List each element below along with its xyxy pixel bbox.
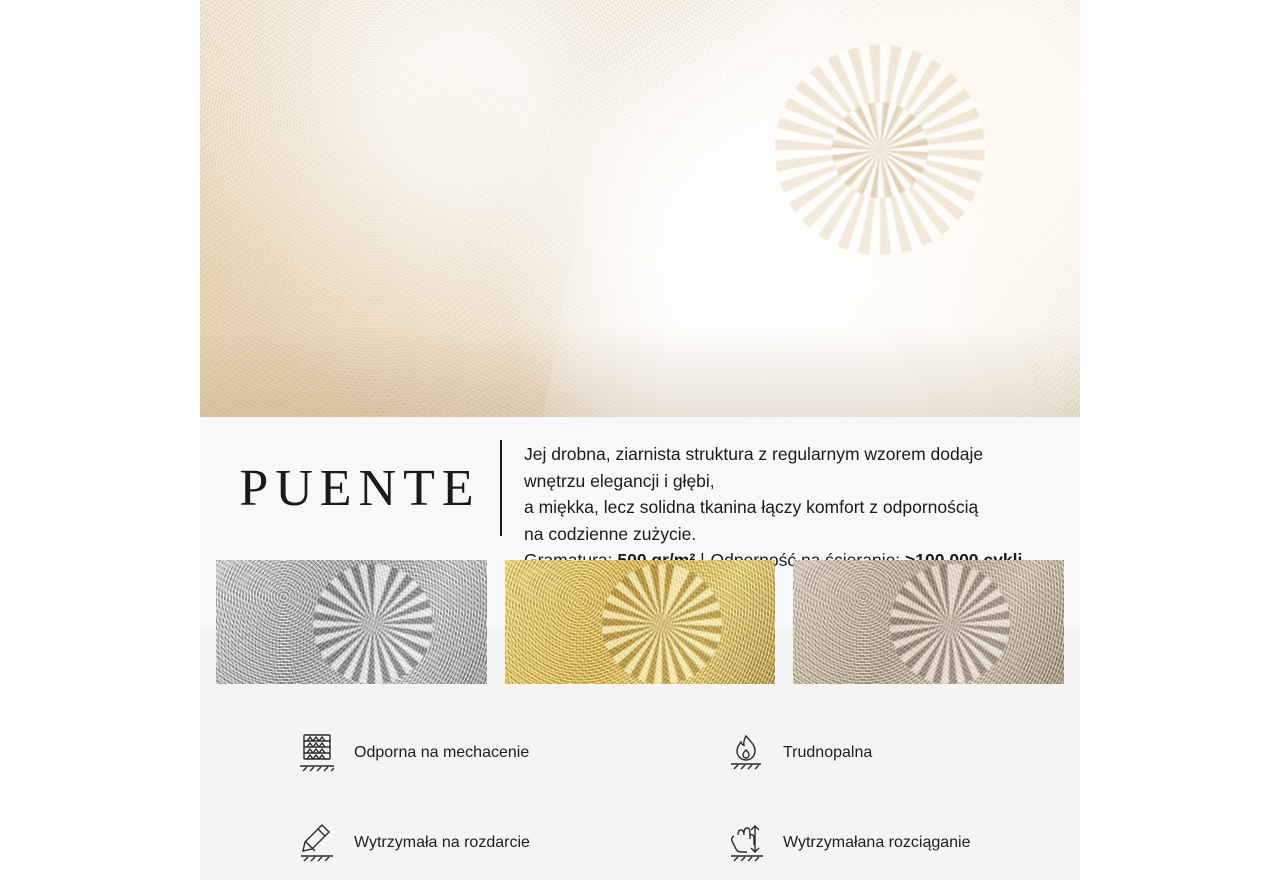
variant-strip	[200, 560, 1080, 684]
pilling-resistant-icon	[296, 730, 338, 776]
vertical-divider	[500, 440, 502, 536]
variant-grey-swirl	[313, 564, 433, 684]
feature-flame-retardant	[651, 708, 1080, 798]
feature-row-1	[200, 708, 1080, 798]
variant-grey[interactable]	[216, 560, 487, 684]
feature-label: Odporna na mechacenie	[354, 744, 530, 761]
variant-yellow-swirl	[602, 564, 722, 684]
description-line-2: wnętrzu elegancji i głębi,	[524, 470, 715, 491]
hero-swirl-inner	[832, 102, 928, 198]
feature-tear-resistant	[200, 798, 651, 880]
variant-taupe-swirl	[890, 564, 1010, 684]
description-line-3: a miękka, lecz solidna tkanina łączy komfort z odpornością	[524, 497, 979, 517]
product-description	[524, 441, 1080, 574]
stretch-resistant-icon	[725, 820, 767, 866]
product-card	[200, 0, 1080, 880]
variant-yellow[interactable]	[505, 560, 776, 684]
page-title: PUENTE	[239, 460, 481, 517]
feature-label: Wytrzymałana rozciąganie	[783, 834, 971, 851]
description-line-4: na codzienne zużycie.	[524, 523, 697, 544]
feature-stretch-resistant	[651, 798, 1080, 880]
feature-pilling-resistant	[200, 708, 651, 798]
feature-row-2	[200, 798, 1080, 880]
hero-fabric-image	[200, 0, 1080, 417]
feature-label: Wytrzymała na rozdarcie	[354, 834, 530, 851]
feature-label: Trudnopalna	[783, 744, 873, 761]
flame-retardant-icon	[725, 730, 767, 776]
variant-taupe[interactable]	[793, 560, 1064, 684]
description-line-1: Jej drobna, ziarnista struktura z regularnym wzorem dodaje	[524, 444, 984, 464]
feature-list	[200, 690, 1080, 880]
tear-resistant-icon	[296, 820, 338, 866]
